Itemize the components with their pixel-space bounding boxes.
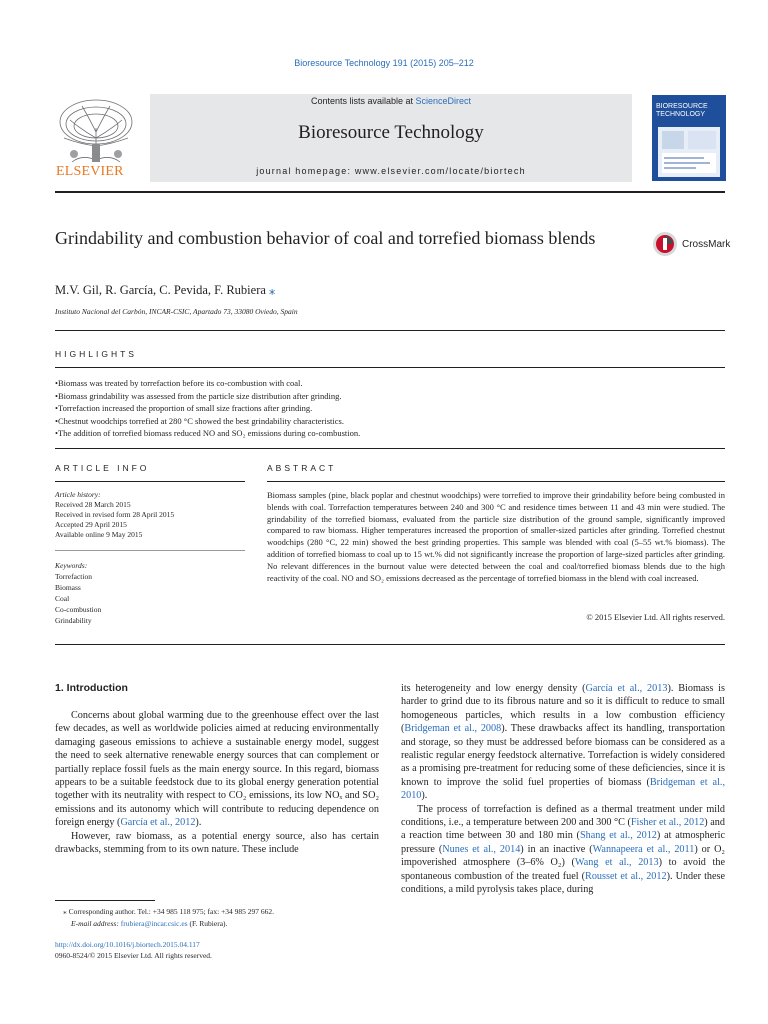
crossmark-icon <box>652 231 678 257</box>
footnote <box>55 906 379 930</box>
highlights-heading: HIGHLIGHTS <box>55 349 137 359</box>
article-history <box>55 490 245 540</box>
history-divider <box>55 550 245 551</box>
email-label: E-mail address: <box>71 919 119 928</box>
doi-link[interactable]: http://dx.doi.org/10.1016/j.biortech.2015.04.117 <box>55 940 200 949</box>
journal-cover-thumbnail[interactable] <box>652 95 726 181</box>
article-info-heading: ARTICLE INFO <box>55 463 150 473</box>
paragraph-text: ) and a reaction time between 30 and 180 min ( <box>401 817 725 842</box>
corresponding-author-note <box>55 906 379 918</box>
journal-name: Bioresource Technology <box>298 122 484 143</box>
intro-paragraph-2: However, raw biomass, as a potential energy source, also has certain drawbacks, stemming from to its own nature. These include <box>55 830 379 856</box>
citation-link[interactable]: Fisher et al., 2012 <box>630 817 705 829</box>
highlight-item: • Biomass was treated by torrefaction before its co-combustion with coal. <box>55 377 715 390</box>
masthead-rule <box>55 191 725 193</box>
highlight-item: • Chestnut woodchips torrefied at 280 °C showed the best grindability characteristics. <box>55 415 715 428</box>
highlight-item: • The addition of torrefied biomass reduced NO and SO₂ emissions during co-combustion. <box>55 427 715 440</box>
keyword: Co-combustion <box>55 605 102 614</box>
crossmark-label: CrossMark <box>682 239 731 250</box>
keyword: Coal <box>55 594 70 603</box>
article-info-rule <box>55 481 245 482</box>
paragraph-text: The process of torrefaction is defined as a thermal treatment under mild conditions, i.e., a temperature between 200 and 300 °C ( <box>401 803 725 829</box>
paragraph-text: ) or O₂ impoverished atmosphere (3–6% O₂) ( <box>401 843 725 869</box>
email-link[interactable]: frubiera@incar.csic.es <box>120 919 188 928</box>
journal-homepage[interactable]: journal homepage: www.elsevier.com/locate/biortech <box>256 166 526 176</box>
paragraph-text: ) at atmospheric pressure ( <box>401 830 725 855</box>
citation-link[interactable]: García et al., 2013 <box>585 683 668 694</box>
contents-prefix: Contents lists available at <box>310 96 416 106</box>
abstract-rule <box>267 481 725 482</box>
intro-paragraph-4 <box>401 803 725 897</box>
footnote-rule <box>55 900 155 901</box>
email-suffix: (F. Rubiera). <box>189 919 228 928</box>
abstract-text: Biomass samples (pine, black poplar and chestnut woodchips) were torrefied to improve their grindability before being combusted in blends with coal. Torrefaction temperatures between 240 and 300 °C and residence times between 11 and 43 min were studied. The grindability of the torrefied biomass, evaluated from the particle size distribution of the ground sample, significantly improved compared to raw biomass. Higher temperatures increased the proportion of smaller-sized particles after grinding. Torrefied chestnut woodchips (280 °C, 22 min) showed the best grinding properties. This sample was blended with coal (5–55 wt.% biomass). The addition of torrefied biomass to coal up to 15 wt.% did not significantly increase the proportion of large-sized particles after grinding. No relevant differences in the burnout value were detected between the coal and coal/torrefied biomass blends due to the high reactivity of the coal. NO and SO₂ emissions decreased as the percentage of torrefied biomass in the blend with coal increased. <box>267 490 725 583</box>
citation-link[interactable]: García et al., 2012 <box>120 817 196 829</box>
corresponding-author-mark[interactable]: ⁎ <box>269 283 276 297</box>
keyword: Torrefaction <box>55 572 92 581</box>
paragraph-text: ) in an inactive ( <box>520 843 593 855</box>
footnote-mark: ⁎ <box>63 907 67 916</box>
body-column-right <box>401 682 725 897</box>
history-revised: Received in revised form 28 April 2015 <box>55 510 175 519</box>
cover-graphic <box>658 127 720 177</box>
introduction-heading: 1. Introduction <box>55 682 128 694</box>
intro-paragraph-3 <box>401 682 725 803</box>
affiliation: Instituto Nacional del Carbón, INCAR-CSIC, Apartado 73, 33080 Oviedo, Spain <box>55 307 298 316</box>
elsevier-wordmark: ELSEVIER <box>56 164 124 179</box>
front-matter-rule <box>55 644 725 645</box>
highlights-bottom-rule <box>55 448 725 449</box>
keyword: Grindability <box>55 616 92 625</box>
body-column-left <box>55 709 379 856</box>
paragraph-text: ) to avoid the spontaneous combustion of the treated fuel ( <box>401 857 725 882</box>
abstract-copyright: © 2015 Elsevier Ltd. All rights reserved. <box>586 612 725 622</box>
history-received: Received 28 March 2015 <box>55 500 131 509</box>
email-note <box>55 918 379 930</box>
paragraph-text: ). Under these conditions, a mild pyrolysis takes place, during <box>401 870 726 896</box>
abstract-heading: ABSTRACT <box>267 463 337 473</box>
cover-title: BIORESOURCE TECHNOLOGY <box>656 103 708 118</box>
contents-line <box>150 96 632 106</box>
keywords-block <box>55 560 245 626</box>
history-online: Available online 9 May 2015 <box>55 530 143 539</box>
citation-link[interactable]: Rousset et al., 2012 <box>585 870 667 882</box>
paragraph-text: ). Biomass is harder to grind due to its fibrous nature and so it is difficult to reduce to small homogeneous particles, which results in a low combustion efficiency ( <box>401 683 725 735</box>
journal-title-box <box>150 94 632 182</box>
authors-text: M.V. Gil, R. García, C. Pevida, F. Rubiera <box>55 283 266 297</box>
doi-block <box>55 939 379 961</box>
intro-paragraph-1 <box>55 709 379 830</box>
title-rule <box>55 330 725 331</box>
issn-copyright: 0960-8524/© 2015 Elsevier Ltd. All rights reserved. <box>55 951 212 960</box>
citation-link[interactable]: Bridgeman et al., 2008 <box>404 723 502 735</box>
highlight-item: • Torrefaction increased the proportion of small size fractions after grinding. <box>55 402 715 415</box>
history-accepted: Accepted 29 April 2015 <box>55 520 127 529</box>
journal-masthead <box>52 88 726 187</box>
journal-citation[interactable]: Bioresource Technology 191 (2015) 205–212 <box>294 58 474 68</box>
citation-link[interactable]: Bridgeman et al., 2010 <box>401 776 725 802</box>
article-title: Grindability and combustion behavior of coal and torrefied biomass blends <box>55 228 596 248</box>
history-label: Article history: <box>55 490 101 499</box>
keyword: Biomass <box>55 583 81 592</box>
citation-link[interactable]: Wang et al., 2013 <box>574 857 659 869</box>
crossmark-badge[interactable] <box>652 231 732 259</box>
highlights-rule <box>55 367 725 368</box>
paragraph-text: ). These drawbacks affect its handling, transportation and storage, so they must be addressed before biomass can be considered as a realistic regular energy feedstock alternative. Torrefaction is widely considered as a promising pre-treatment for reducing some of these deficiencies, since it is known to improve the solid fuel properties of biomass ( <box>401 723 725 788</box>
keywords-label: Keywords: <box>55 561 88 570</box>
citation-link[interactable]: Shang et al., 2012 <box>579 830 657 842</box>
paragraph-text: Concerns about global warming due to the greenhouse effect over the last few decades, as well as worldwide policies aimed at reducing environmentally damaging gaseous emissions to achieve a sustainable energy model, suggest the need to seek alternative renewable energy sources that can complement or partially replace fossil fuels as the main energy source. In this regard, biomass appears to be a suitable feedstock due to its global energy generation potential together with its neutrality with respect to CO₂ emissions, its low NOₓ and SO₂ emissions and its autonomy which will contribute to reducing dependence on foreign energy ( <box>55 710 379 829</box>
citation-link[interactable]: Wannapeera et al., 2011 <box>592 843 695 855</box>
footnote-text: Corresponding author. Tel.: +34 985 118 975; fax: +34 985 297 662. <box>68 907 275 916</box>
paragraph-text: ). <box>195 817 202 829</box>
sciencedirect-link[interactable]: ScienceDirect <box>415 96 472 106</box>
paragraph-text: its heterogeneity and low energy density ( <box>401 683 586 694</box>
paragraph-text: ). <box>421 790 428 802</box>
citation-link[interactable]: Nunes et al., 2014 <box>442 843 521 855</box>
author-list <box>55 282 275 298</box>
highlights-list <box>55 377 715 440</box>
highlight-item: • Biomass grindability was assessed from the particle size distribution after grinding. <box>55 390 715 403</box>
